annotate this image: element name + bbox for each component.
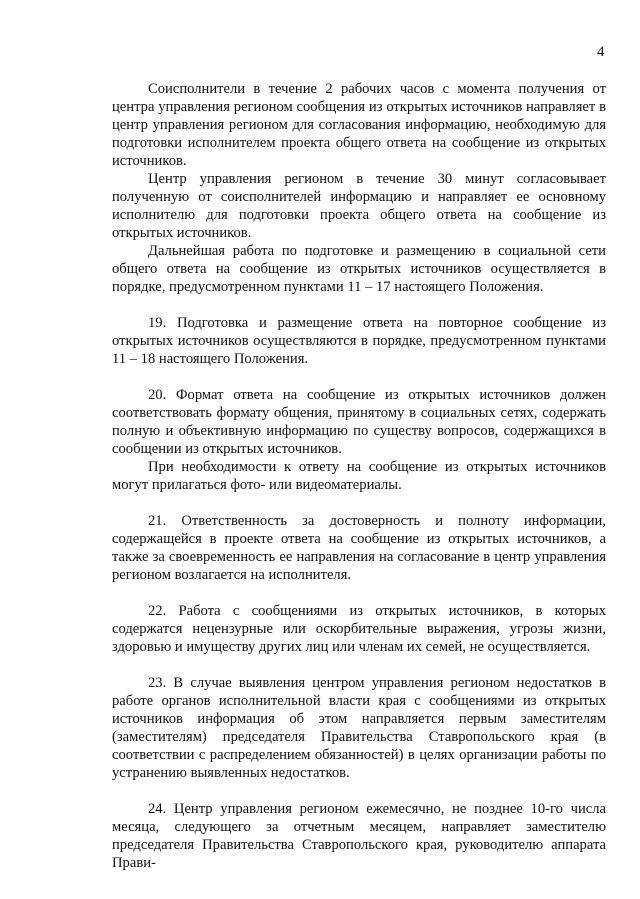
paragraph-center-approval: Центр управления регионом в течение 30 минут согласовывает полученную от соисполнителей информацию и направляет ее основному исполнителю для подготовки проекта общего ответа на сообщение из открытых источников. xyxy=(112,171,606,241)
paragraph-22: 22. Работа с сообщениями из открытых источников, в которых содержатся нецензурные или оскорбительные выражения, угрозы жизни, здоровью и имуществу других лиц или членам их семей, не осуществляется. xyxy=(112,603,606,655)
paragraph-24: 24. Центр управления регионом ежемесячно, не позднее 10-го числа месяца, следующего за отчетным месяцем, направляет заместителю председателя Правительства Ставропольского края, руководителю аппарата Прави- xyxy=(112,801,606,871)
paragraph-21: 21. Ответственность за достоверность и полноту информации, содержащейся в проекте ответа на сообщение из открытых источников, а также за своевременность ее направления на согласование в центр управления регионом возлагается на исполнителя. xyxy=(112,513,606,583)
document-body xyxy=(112,80,606,872)
paragraph-co-executors: Соисполнители в течение 2 рабочих часов с момента получения от центра управления регионом сообщения из открытых источников направляет в центр управления регионом для согласования информацию, необходимую для подготовки исполнителем проекта общего ответа на сообщение из открытых источников. xyxy=(112,81,606,169)
paragraph-further-work: Дальнейшая работа по подготовке и размещению в социальной сети общего ответа на сообщение из открытых источников осуществляется в порядке, предусмотренном пунктами 11 – 17 настоящего Положения. xyxy=(112,243,606,295)
paragraph-19: 19. Подготовка и размещение ответа на повторное сообщение из открытых источников осуществляются в порядке, предусмотренном пунктами 11 – 18 настоящего Положения. xyxy=(112,315,606,367)
page-number: 4 xyxy=(597,44,605,60)
paragraph-23: 23. В случае выявления центром управления регионом недостатков в работе органов исполнительной власти края с сообщениями из открытых источников информация об этом направляется первым заместителям (заместителям) председателя Правительства Ставропольского края (в соответствии с распределением обязанностей) в целях организации работы по устранению выявленных недостатков. xyxy=(112,675,606,781)
paragraph-20: 20. Формат ответа на сообщение из открытых источников должен соответствовать формату общения, принятому в социальных сетях, содержать полную и объективную информацию по существу вопросов, содержащихся в сообщении из открытых источников. xyxy=(112,387,606,457)
paragraph-20-attachments: При необходимости к ответу на сообщение из открытых источников могут прилагаться фото- или видеоматериалы. xyxy=(112,459,606,493)
